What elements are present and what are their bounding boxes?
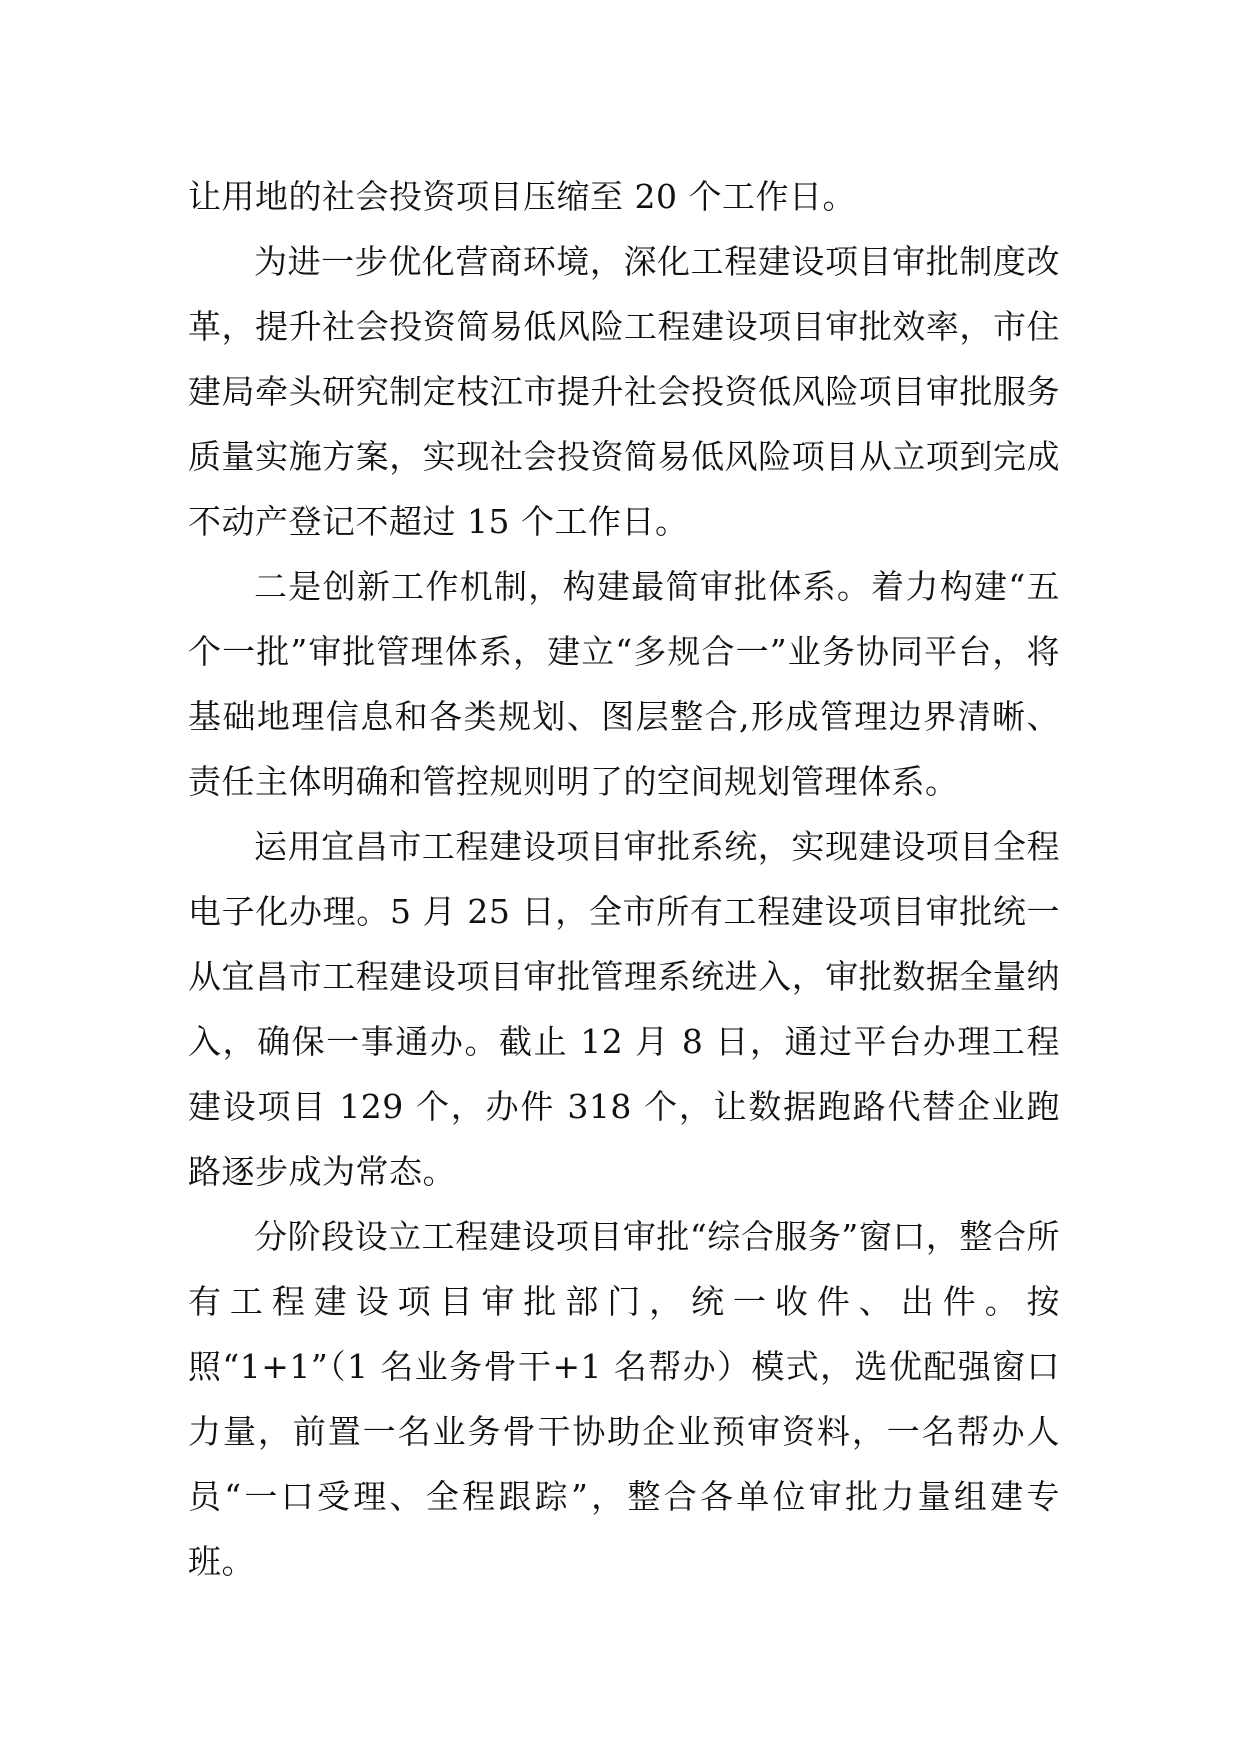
paragraph-4: 运用宜昌市工程建设项目审批系统，实现建设项目全程电子化办理。5 月 25 日，全市所有工程建设项目审批统一从宜昌市工程建设项目审批管理系统进入，审批数据全量纳入，确保一事通办。截止 12 月 8 日，通过平台办理工程建设项目 129 个，办件 318 个，让数据跑路代替企业跑路逐步成为常态。 bbox=[188, 827, 1060, 1191]
paragraph-3: 二是创新工作机制，构建最简审批体系。着力构建“五个一批”审批管理体系，建立“多规合一”业务协同平台，将基础地理信息和各类规划、图层整合,形成管理边界清晰、责任主体明确和管控规则明了的空间规划管理体系。 bbox=[188, 567, 1060, 801]
paragraph-5: 分阶段设立工程建设项目审批“综合服务”窗口，整合所有工程建设项目审批部门，统一收件、出件。按照“1+1”（1 名业务骨干+1 名帮办）模式，选优配强窗口力量，前置一名业务骨干协助企业预审资料，一名帮办人员“一口受理、全程跟踪”，整合各单位审批力量组建专班。 bbox=[188, 1217, 1060, 1581]
paragraph-2: 为进一步优化营商环境，深化工程建设项目审批制度改革，提升社会投资简易低风险工程建设项目审批效率，市住建局牵头研究制定枝江市提升社会投资低风险项目审批服务质量实施方案，实现社会投资简易低风险项目从立项到完成不动产登记不超过 15 个工作日。 bbox=[188, 242, 1060, 541]
document-body bbox=[188, 164, 1060, 1594]
paragraph-1: 让用地的社会投资项目压缩至 20 个工作日。 bbox=[188, 177, 856, 216]
